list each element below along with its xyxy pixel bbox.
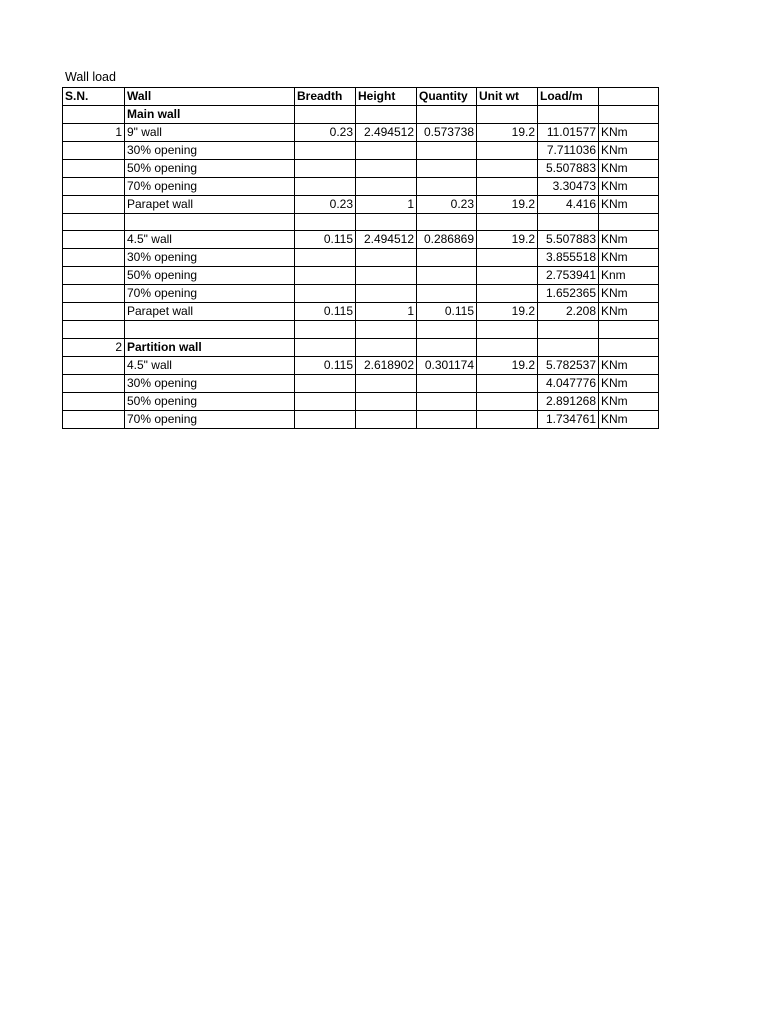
cell-load: 7.711036 [538,142,599,160]
cell-height [356,214,417,231]
cell-sn [63,356,125,374]
header-wall: Wall [125,88,295,106]
cell-unit: KNm [599,392,659,410]
cell-unit: KNm [599,142,659,160]
table-row [63,285,659,303]
cell-breadth: 0.115 [295,231,356,249]
cell-load: 3.855518 [538,249,599,267]
cell-height [356,267,417,285]
cell-sn [63,214,125,231]
cell-breadth [295,338,356,356]
table-row [63,231,659,249]
cell-quantity [417,410,477,428]
cell-wall: 30% opening [125,142,295,160]
cell-unit: KNm [599,374,659,392]
cell-breadth: 0.115 [295,356,356,374]
cell-wall [125,214,295,231]
table-row [63,356,659,374]
cell-sn [63,106,125,124]
cell-sn [63,249,125,267]
cell-unit: KNm [599,285,659,303]
cell-wall: 50% opening [125,160,295,178]
table-row [63,142,659,160]
cell-unit-wt [477,267,538,285]
cell-unit-wt [477,410,538,428]
header-breadth: Breadth [295,88,356,106]
cell-unit: KNm [599,178,659,196]
cell-quantity [417,178,477,196]
table-row [63,178,659,196]
cell-unit-wt: 19.2 [477,356,538,374]
cell-load: 5.507883 [538,160,599,178]
cell-sn [63,231,125,249]
cell-quantity: 0.23 [417,196,477,214]
header-row [63,88,659,106]
cell-unit-wt: 19.2 [477,124,538,142]
cell-height [356,392,417,410]
cell-sn [63,285,125,303]
cell-height [356,249,417,267]
cell-unit-wt [477,321,538,338]
cell-height: 2.494512 [356,231,417,249]
table-row [63,124,659,142]
cell-wall: 70% opening [125,178,295,196]
cell-breadth [295,321,356,338]
cell-load [538,321,599,338]
cell-wall: 4.5" wall [125,231,295,249]
cell-quantity [417,338,477,356]
cell-sn [63,410,125,428]
header-load: Load/m [538,88,599,106]
cell-height [356,321,417,338]
cell-unit: KNm [599,249,659,267]
cell-breadth [295,178,356,196]
cell-load: 5.507883 [538,231,599,249]
cell-unit-wt [477,374,538,392]
cell-unit: KNm [599,124,659,142]
cell-unit-wt [477,285,538,303]
cell-wall: 70% opening [125,410,295,428]
cell-unit: Knm [599,267,659,285]
cell-height: 2.618902 [356,356,417,374]
cell-unit: KNm [599,356,659,374]
cell-height [356,142,417,160]
cell-sn [63,142,125,160]
cell-quantity: 0.573738 [417,124,477,142]
cell-unit: KNm [599,196,659,214]
cell-wall: 50% opening [125,267,295,285]
table-row [63,249,659,267]
cell-load: 3.30473 [538,178,599,196]
cell-height: 1 [356,196,417,214]
cell-load: 4.047776 [538,374,599,392]
cell-load [538,106,599,124]
header-height: Height [356,88,417,106]
table-row [63,267,659,285]
cell-unit: KNm [599,303,659,321]
cell-quantity [417,160,477,178]
table-row [63,196,659,214]
header-quantity: Quantity [417,88,477,106]
cell-height [356,285,417,303]
cell-unit [599,338,659,356]
cell-breadth [295,374,356,392]
cell-sn [63,303,125,321]
cell-load: 1.652365 [538,285,599,303]
cell-sn [63,392,125,410]
table-row [63,106,659,124]
cell-wall: 9" wall [125,124,295,142]
cell-wall: 70% opening [125,285,295,303]
cell-unit-wt [477,249,538,267]
cell-sn [63,196,125,214]
table-row [63,410,659,428]
cell-breadth: 0.23 [295,124,356,142]
cell-load: 11.01577 [538,124,599,142]
cell-quantity: 0.286869 [417,231,477,249]
cell-wall: 30% opening [125,374,295,392]
cell-unit-wt: 19.2 [477,231,538,249]
cell-sn [63,321,125,338]
cell-breadth [295,267,356,285]
cell-wall: Parapet wall [125,196,295,214]
cell-quantity [417,106,477,124]
table-row [63,392,659,410]
cell-unit: KNm [599,410,659,428]
sheet-title: Wall load [65,70,116,84]
cell-height [356,410,417,428]
cell-unit-wt [477,160,538,178]
cell-wall: Partition wall [125,338,295,356]
cell-sn [63,267,125,285]
cell-load: 5.782537 [538,356,599,374]
cell-height [356,160,417,178]
cell-sn [63,374,125,392]
cell-quantity [417,285,477,303]
header-unit-wt: Unit wt [477,88,538,106]
cell-breadth [295,142,356,160]
cell-wall: 50% opening [125,392,295,410]
table-row [63,338,659,356]
cell-load [538,214,599,231]
cell-breadth [295,410,356,428]
cell-sn [63,160,125,178]
table-row [63,214,659,231]
cell-unit-wt [477,178,538,196]
cell-load: 2.208 [538,303,599,321]
cell-wall: Main wall [125,106,295,124]
cell-wall [125,321,295,338]
cell-load: 2.891268 [538,392,599,410]
cell-breadth [295,106,356,124]
cell-wall: Parapet wall [125,303,295,321]
cell-breadth [295,249,356,267]
cell-breadth [295,160,356,178]
header-sn: S.N. [63,88,125,106]
cell-quantity [417,214,477,231]
table-row [63,374,659,392]
table-row [63,321,659,338]
table-row [63,303,659,321]
cell-load: 1.734761 [538,410,599,428]
cell-load: 2.753941 [538,267,599,285]
cell-unit [599,321,659,338]
cell-unit-wt [477,106,538,124]
cell-breadth [295,214,356,231]
cell-sn [63,178,125,196]
cell-height: 2.494512 [356,124,417,142]
cell-quantity: 0.115 [417,303,477,321]
cell-sn: 2 [63,338,125,356]
table-row [63,160,659,178]
cell-breadth [295,285,356,303]
cell-breadth: 0.23 [295,196,356,214]
cell-quantity [417,249,477,267]
cell-quantity: 0.301174 [417,356,477,374]
cell-wall: 4.5" wall [125,356,295,374]
cell-height [356,338,417,356]
cell-quantity [417,392,477,410]
cell-unit [599,214,659,231]
header-unit [599,88,659,106]
cell-breadth: 0.115 [295,303,356,321]
cell-wall: 30% opening [125,249,295,267]
cell-height [356,106,417,124]
cell-load [538,338,599,356]
cell-breadth [295,392,356,410]
cell-height: 1 [356,303,417,321]
cell-unit: KNm [599,160,659,178]
cell-unit: KNm [599,231,659,249]
cell-quantity [417,321,477,338]
cell-unit-wt: 19.2 [477,196,538,214]
cell-load: 4.416 [538,196,599,214]
cell-quantity [417,267,477,285]
cell-unit-wt: 19.2 [477,303,538,321]
cell-sn: 1 [63,124,125,142]
cell-unit-wt [477,392,538,410]
wall-load-table [62,87,659,429]
cell-quantity [417,142,477,160]
cell-unit-wt [477,214,538,231]
cell-height [356,178,417,196]
cell-unit-wt [477,338,538,356]
cell-unit [599,106,659,124]
cell-quantity [417,374,477,392]
cell-height [356,374,417,392]
cell-unit-wt [477,142,538,160]
